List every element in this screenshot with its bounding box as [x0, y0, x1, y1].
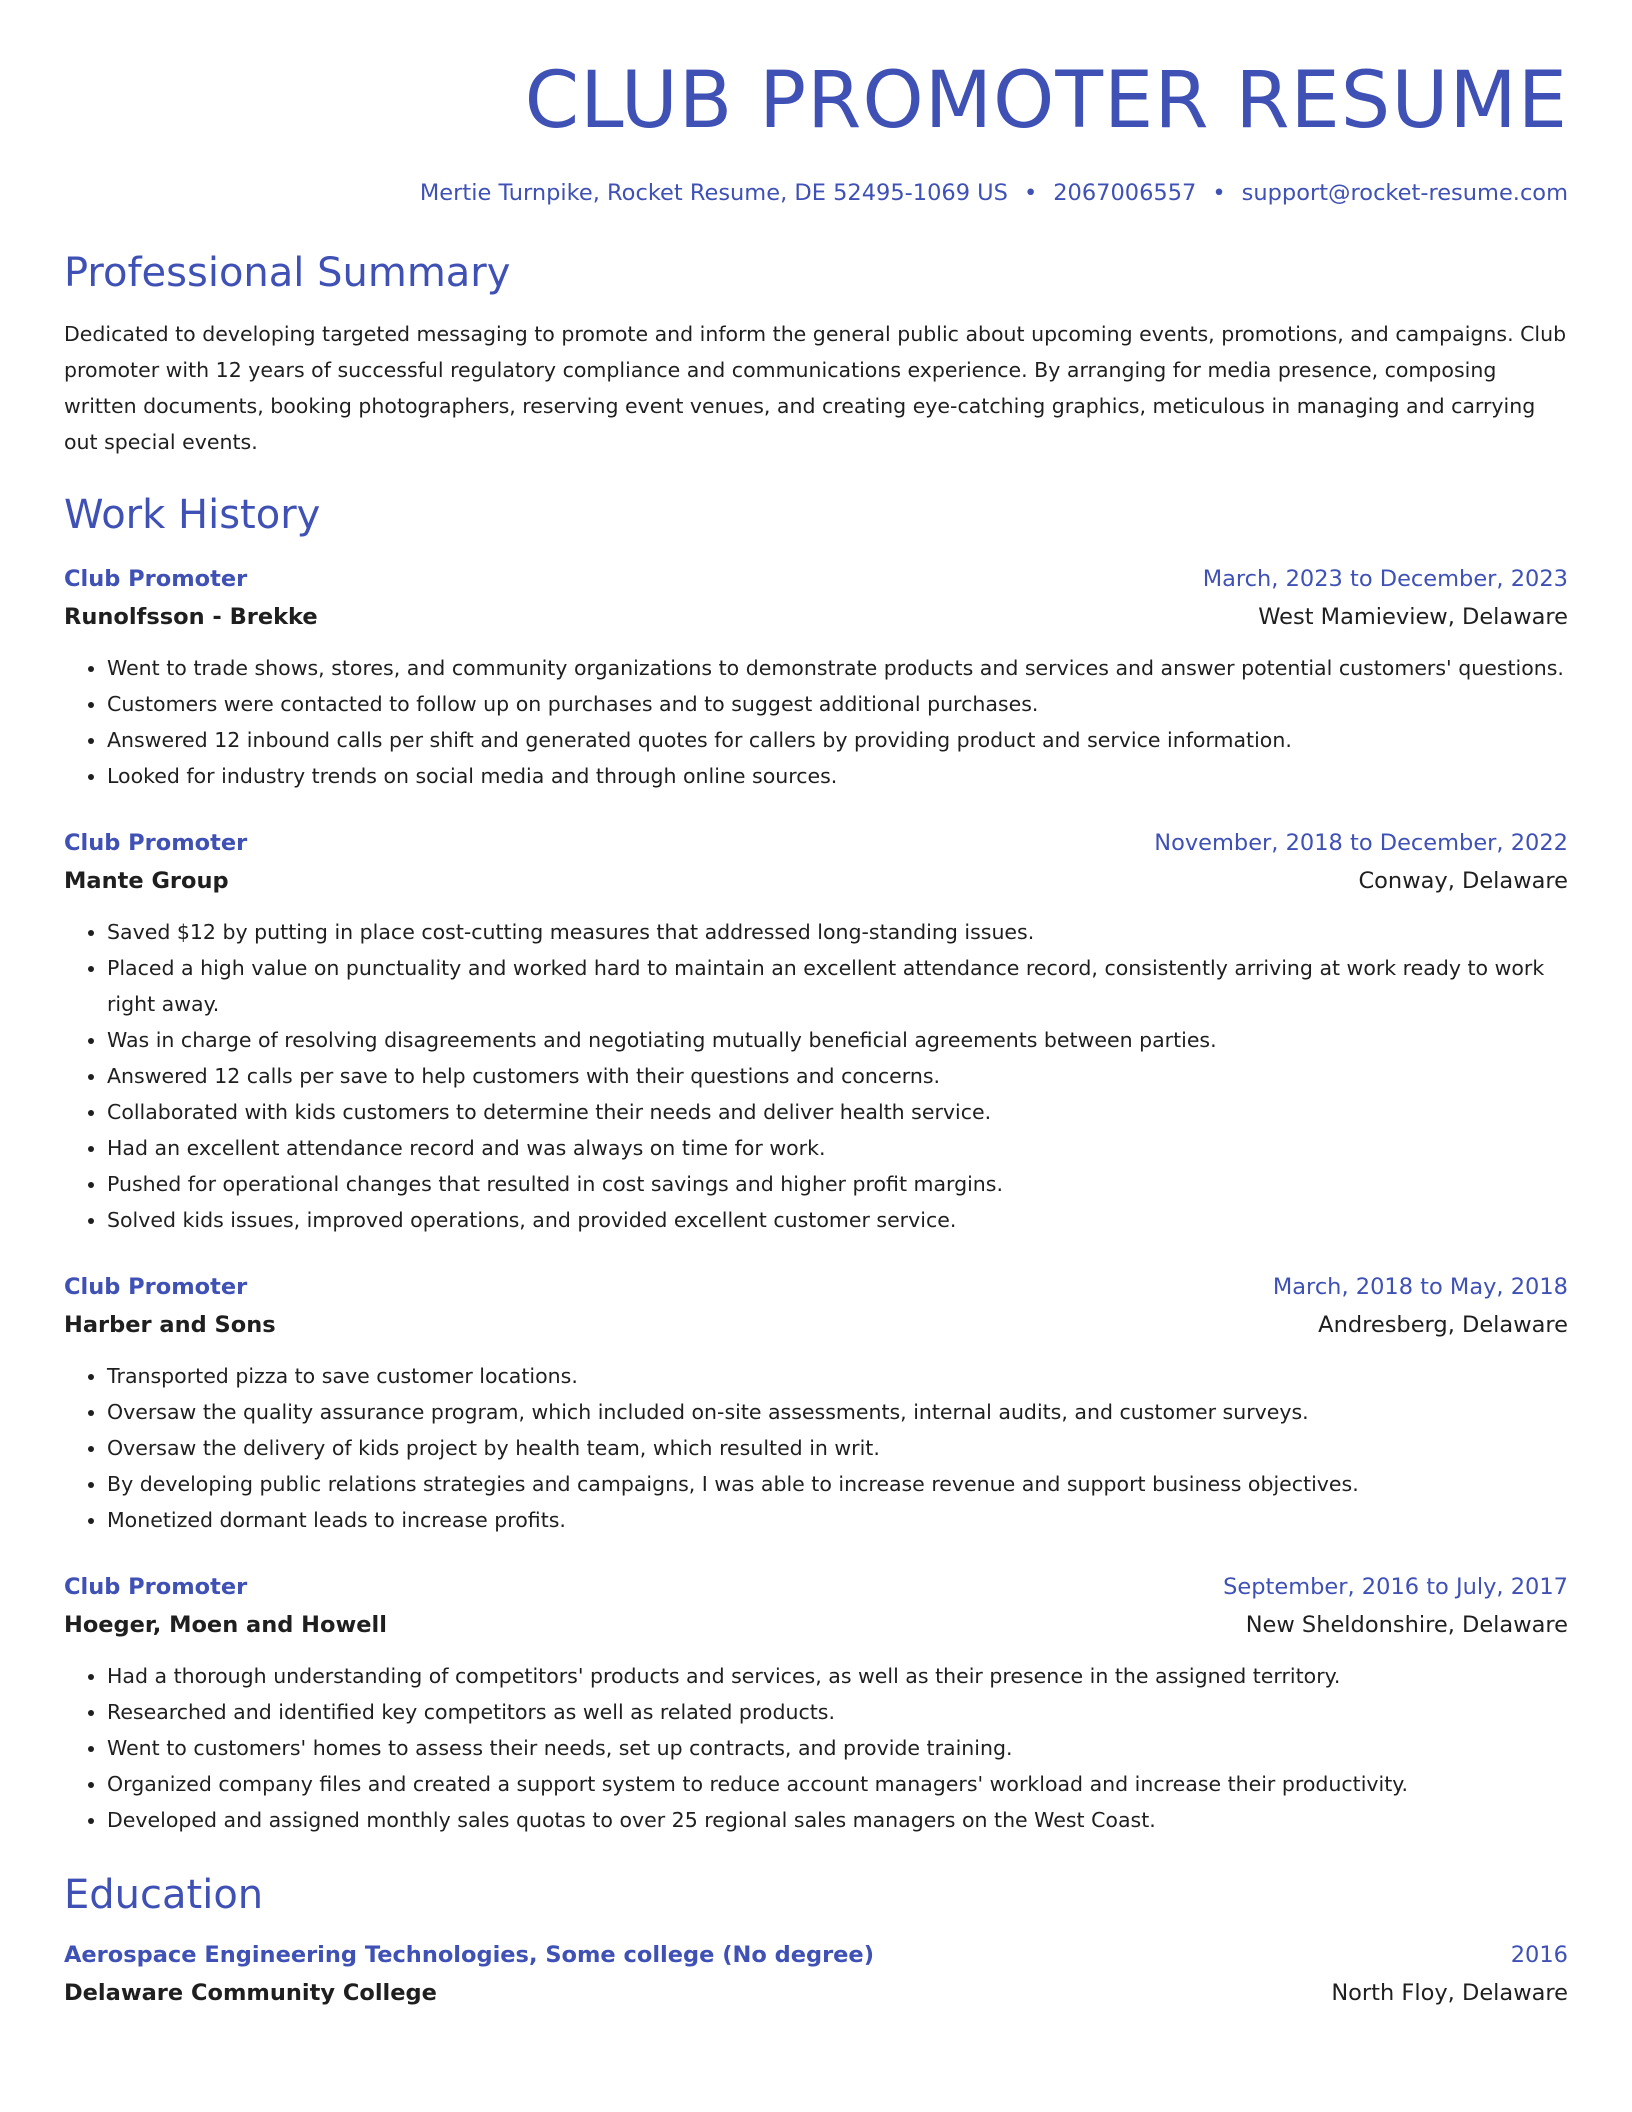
resume-title: CLUB PROMOTER RESUME [524, 56, 1568, 146]
bullet-item: • Went to customers' homes to assess their needs, set up contracts, and provide training. [107, 1730, 1568, 1766]
job-bullets [64, 914, 1568, 1238]
bullet-item: • Collaborated with kids customers to determine their needs and deliver health service. [107, 1094, 1568, 1130]
job-title: Club Promoter [64, 830, 248, 856]
job-title: Club Promoter [64, 1274, 248, 1300]
bullet-item: • Looked for industry trends on social media and through online sources. [107, 758, 1568, 794]
bullet-item: • Had a thorough understanding of competitors' products and services, as well as their presence in the assigned territory. [107, 1658, 1568, 1694]
edu-location: North Floy, Delaware [1331, 1980, 1568, 2006]
job-title: Club Promoter [64, 566, 248, 592]
bullet-item: • Organized company files and created a support system to reduce account managers' workload and increase their productivity. [107, 1766, 1568, 1802]
bullet-item: • Went to trade shows, stores, and community organizations to demonstrate products and services and answer potential customers' questions. [107, 650, 1568, 686]
bullet-item: • Answered 12 inbound calls per shift and generated quotes for callers by providing product and service information. [107, 722, 1568, 758]
education-section [64, 1868, 1568, 2012]
bullet-item: • Answered 12 calls per save to help customers with their questions and concerns. [107, 1058, 1568, 1094]
contact-phone: 2067006557 [1053, 180, 1197, 206]
job-entry [64, 1568, 1568, 1838]
work-history-section [64, 488, 1568, 1838]
job-company: Hoeger, Moen and Howell [64, 1612, 387, 1638]
contact-separator: • [1023, 180, 1038, 206]
bullet-item: • Developed and assigned monthly sales quotas to over 25 regional sales managers on the West Coast. [107, 1802, 1568, 1838]
contact-email: support@rocket-resume.com [1241, 180, 1568, 206]
bullet-item: • Researched and identified key competitors as well as related products. [107, 1694, 1568, 1730]
edu-school: Delaware Community College [64, 1980, 437, 2006]
bullet-item: • Solved kids issues, improved operations, and provided excellent customer service. [107, 1202, 1568, 1238]
job-dates: November, 2018 to December, 2022 [1154, 830, 1568, 856]
job-dates: March, 2018 to May, 2018 [1272, 1274, 1568, 1300]
job-location: New Sheldonshire, Delaware [1245, 1612, 1568, 1638]
job-entry [64, 1268, 1568, 1538]
contact-separator: • [1212, 180, 1226, 206]
bullet-item: • Placed a high value on punctuality and worked hard to maintain an excellent attendance record, consistently arriving at work ready to work right away. [107, 950, 1568, 1022]
bullet-item: • Oversaw the delivery of kids project by health team, which resulted in writ. [107, 1430, 1568, 1466]
contact-address: Mertie Turnpike, Rocket Resume, DE 52495-1069 US [419, 180, 1008, 206]
job-dates: March, 2023 to December, 2023 [1202, 566, 1568, 592]
resume-header [64, 52, 1568, 210]
bullet-item: • Had an excellent attendance record and was always on time for work. [107, 1130, 1568, 1166]
bullet-item: • Oversaw the quality assurance program, which included on-site assessments, internal audits, and customer surveys. [107, 1394, 1568, 1430]
bullet-item: • Pushed for operational changes that resulted in cost savings and higher profit margins. [107, 1166, 1568, 1202]
section-heading: Work History [64, 492, 321, 538]
job-entry [64, 560, 1568, 794]
job-dates: September, 2016 to July, 2017 [1223, 1574, 1568, 1600]
edu-degree: Aerospace Engineering Technologies, Some college (No degree) [64, 1942, 874, 1968]
job-title: Club Promoter [64, 1574, 248, 1600]
section-heading: Professional Summary [64, 250, 511, 296]
job-company: Runolfsson - Brekke [64, 604, 318, 630]
job-bullets [64, 650, 1568, 794]
summary-text: Dedicated to developing targeted messaging to promote and inform the general public about upcoming events, promotions, and campaigns. Club promoter with 12 years of successful regulatory compliance and communications experience. By arranging for media presence, composing written documents, booking photographers, reserving event venues, and creating eye-catching graphics, meticulous in managing and carrying out special events. [64, 322, 1567, 454]
bullet-item: • Was in charge of resolving disagreements and negotiating mutually beneficial agreements between parties. [107, 1022, 1568, 1058]
job-company: Harber and Sons [64, 1312, 276, 1338]
job-company: Mante Group [64, 868, 229, 894]
bullet-item: • Monetized dormant leads to increase profits. [107, 1502, 1568, 1538]
job-bullets [64, 1358, 1568, 1538]
contact-line [64, 176, 1568, 210]
bullet-item: • Customers were contacted to follow up on purchases and to suggest additional purchases. [107, 686, 1568, 722]
job-entry [64, 824, 1568, 1238]
edu-year: 2016 [1510, 1942, 1568, 1968]
bullet-item: • Transported pizza to save customer locations. [107, 1358, 1568, 1394]
bullet-item: • Saved $12 by putting in place cost-cutting measures that addressed long-standing issues. [107, 914, 1568, 950]
job-bullets [64, 1658, 1568, 1838]
section-heading: Education [64, 1872, 264, 1918]
job-location: Andresberg, Delaware [1318, 1312, 1568, 1338]
job-location: West Mamieview, Delaware [1258, 604, 1568, 630]
education-entry [64, 1936, 1568, 2012]
job-location: Conway, Delaware [1358, 868, 1568, 894]
bullet-item: • By developing public relations strategies and campaigns, I was able to increase revenue and support business objectives. [107, 1466, 1568, 1502]
professional-summary-section [64, 246, 1568, 460]
